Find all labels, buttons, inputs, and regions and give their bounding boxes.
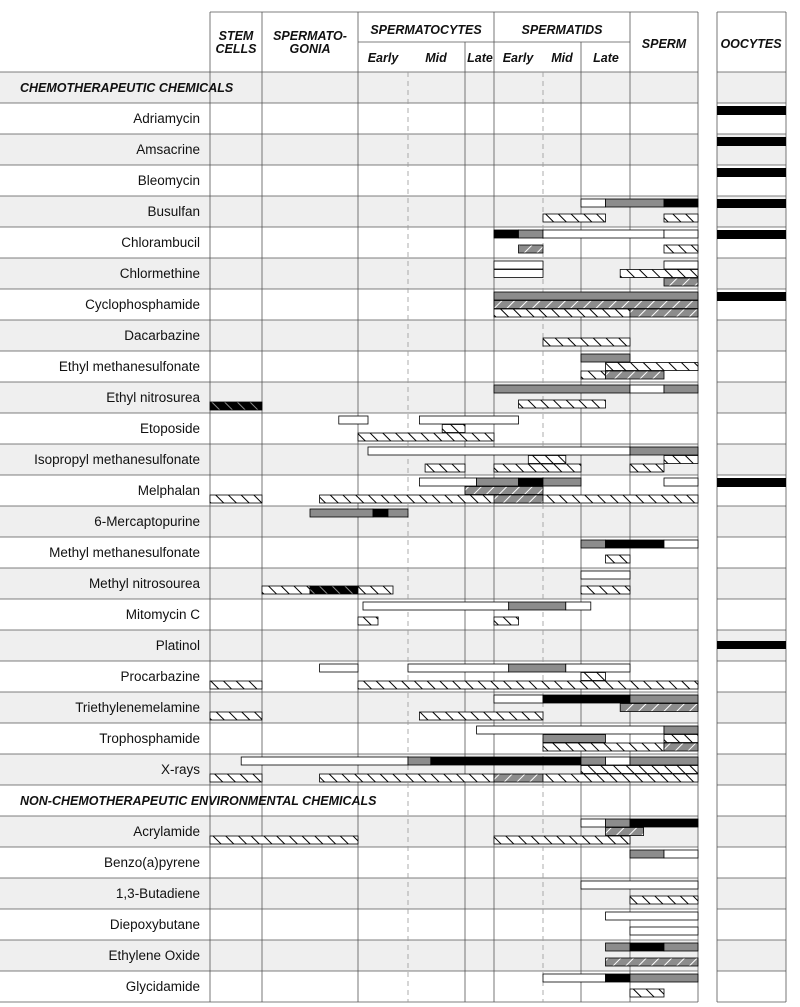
row-label: Ethyl nitrosurea xyxy=(106,390,200,405)
bar-white xyxy=(566,602,591,610)
bar-gray xyxy=(664,943,698,951)
bar-hatch xyxy=(630,989,664,997)
bar-hatch xyxy=(581,586,630,594)
bar-hatchgray xyxy=(664,278,698,286)
bar-hatch xyxy=(581,766,698,774)
bar-hatch xyxy=(210,495,262,503)
section-title: CHEMOTHERAPEUTIC CHEMICALS xyxy=(20,81,234,95)
oocyte-bar-black xyxy=(717,292,786,301)
bar-hatch xyxy=(358,586,393,594)
row-shade xyxy=(717,444,786,475)
row-shade xyxy=(717,72,786,103)
bar-hatch xyxy=(425,464,465,472)
bar-hatch xyxy=(519,400,606,408)
bar-white xyxy=(419,478,476,486)
bar-black xyxy=(373,509,388,517)
row-label: Chlormethine xyxy=(119,266,200,281)
oocyte-bar-black xyxy=(717,106,786,115)
bar-white xyxy=(494,261,543,269)
bar-gray xyxy=(630,974,698,982)
bar-white xyxy=(581,819,606,827)
bar-gray xyxy=(664,385,698,393)
bar-hatch xyxy=(664,735,698,743)
row-label: Mitomycin C xyxy=(125,607,200,622)
row-shade xyxy=(0,134,698,165)
bar-hatchgray xyxy=(606,371,665,379)
row-label: Melphalan xyxy=(137,483,200,498)
bar-hatch xyxy=(320,774,494,782)
bar-gray xyxy=(509,664,566,672)
row-shade xyxy=(717,382,786,413)
row-shade xyxy=(717,816,786,847)
row-shade xyxy=(717,506,786,537)
bar-gray xyxy=(581,540,606,548)
bar-hatchgray xyxy=(606,958,699,966)
bar-gray xyxy=(630,447,698,455)
row-label: X-rays xyxy=(160,762,200,777)
bar-white xyxy=(241,757,408,765)
bar-white xyxy=(494,695,543,703)
bar-white xyxy=(581,199,606,207)
row-label: Dacarbazine xyxy=(124,328,200,343)
bar-white xyxy=(543,974,606,982)
bar-gray xyxy=(509,602,566,610)
bar-hatch xyxy=(442,425,465,433)
oocyte-bar-black xyxy=(717,199,786,208)
bars xyxy=(210,106,786,997)
row-label: Trophosphamide xyxy=(99,731,200,746)
bar-white xyxy=(363,602,509,610)
row-shade xyxy=(717,568,786,599)
row-label: Chlorambucil xyxy=(121,235,200,250)
spermatocytes-header: SPERMATOCYTES xyxy=(370,23,482,37)
row-label: Glycidamide xyxy=(125,979,200,994)
bar-gray xyxy=(310,509,373,517)
bar-black xyxy=(431,757,581,765)
bar-hatchblack xyxy=(210,402,262,410)
row-shade xyxy=(717,320,786,351)
bar-hatchgray xyxy=(494,774,543,782)
row-label: Methyl methanesulfonate xyxy=(49,545,200,560)
bar-black xyxy=(606,974,631,982)
stage-subheader: Mid xyxy=(551,51,573,65)
bar-black xyxy=(630,819,698,827)
bar-white xyxy=(664,850,698,858)
bar-hatch xyxy=(581,673,606,681)
row-shade xyxy=(717,878,786,909)
bar-gray xyxy=(630,850,664,858)
sperm-header: SPERM xyxy=(641,37,687,51)
bar-hatch xyxy=(606,555,631,563)
bar-hatch xyxy=(210,774,262,782)
bar-black xyxy=(519,478,544,486)
oocyte-bar-black xyxy=(717,230,786,239)
row-shade xyxy=(717,258,786,289)
bar-hatch xyxy=(358,681,698,689)
row-label: Methyl nitrosourea xyxy=(88,576,200,591)
row-label: Cyclophosphamide xyxy=(85,297,200,312)
bar-black xyxy=(664,199,698,207)
row-label: Diepoxybutane xyxy=(109,917,200,932)
bar-black xyxy=(494,230,519,238)
stage-subheader: Late xyxy=(593,51,619,65)
row-label: 1,3-Butadiene xyxy=(115,886,200,901)
bar-hatch xyxy=(494,464,581,472)
bar-hatch xyxy=(664,214,698,222)
bar-white xyxy=(543,230,664,238)
bar-hatch xyxy=(664,456,698,464)
oocyte-bar-black xyxy=(717,478,786,487)
bar-hatch xyxy=(528,456,566,464)
bar-hatch xyxy=(494,836,630,844)
bar-hatchgray xyxy=(494,301,698,309)
bar-gray xyxy=(408,757,431,765)
stage-subheader: Mid xyxy=(425,51,447,65)
bar-black xyxy=(606,540,665,548)
row-shade xyxy=(0,258,698,289)
bar-white xyxy=(477,726,664,734)
oocyte-bar-black xyxy=(717,168,786,177)
spermatogonia-header: SPERMATO- xyxy=(273,29,347,43)
stage-subheader: Early xyxy=(502,51,534,65)
bar-hatchgray xyxy=(664,743,698,751)
bar-white xyxy=(320,664,358,672)
spermatids-header: SPERMATIDS xyxy=(521,23,603,37)
bar-white xyxy=(581,571,630,579)
bar-gray xyxy=(606,199,665,207)
bar-hatch xyxy=(262,586,310,594)
bar-white xyxy=(339,416,368,424)
bar-white xyxy=(566,664,630,672)
bar-white xyxy=(494,270,543,278)
bar-gray xyxy=(494,292,698,300)
row-label: Etoposide xyxy=(139,421,200,436)
row-label: 6-Mercaptopurine xyxy=(94,514,200,529)
stage-subheader: Early xyxy=(367,51,399,65)
bar-gray xyxy=(519,230,544,238)
bar-white xyxy=(408,664,509,672)
row-label: Platinol xyxy=(155,638,200,653)
bar-gray xyxy=(630,757,698,765)
bar-gray xyxy=(543,735,606,743)
bar-hatch xyxy=(543,338,630,346)
bar-hatch xyxy=(494,617,519,625)
oocytes-header: OOCYTES xyxy=(720,37,782,51)
stage-subheader: Late xyxy=(467,51,493,65)
bar-gray xyxy=(664,726,698,734)
row-label: Ethylene Oxide xyxy=(108,948,200,963)
bar-white xyxy=(664,540,698,548)
bar-white xyxy=(664,230,698,238)
bar-hatch xyxy=(581,371,606,379)
bar-white xyxy=(606,757,631,765)
bar-hatch xyxy=(358,433,494,441)
section-title: NON-CHEMOTHERAPEUTIC ENVIRONMENTAL CHEMICALS xyxy=(20,794,377,808)
row-label: Procarbazine xyxy=(120,669,200,684)
oocyte-bar-black xyxy=(717,641,786,649)
bar-gray xyxy=(494,385,630,393)
bar-white xyxy=(664,261,698,269)
bar-hatch xyxy=(630,896,698,904)
row-label: Triethylenemelamine xyxy=(75,700,200,715)
bar-hatchgray xyxy=(494,495,543,503)
bar-hatch xyxy=(543,743,664,751)
bar-hatchgray xyxy=(519,245,544,253)
row-label: Busulfan xyxy=(147,204,200,219)
bar-hatch xyxy=(543,774,698,782)
bar-gray xyxy=(606,819,631,827)
bar-hatch xyxy=(620,270,698,278)
bar-hatch xyxy=(630,464,664,472)
row-label: Bleomycin xyxy=(137,173,200,188)
bar-hatch xyxy=(606,363,699,371)
bar-hatch xyxy=(494,309,630,317)
row-label: Adriamycin xyxy=(133,111,200,126)
bar-black xyxy=(543,695,630,703)
bar-hatchblack xyxy=(310,586,358,594)
bar-hatch xyxy=(358,617,378,625)
bar-gray xyxy=(606,943,631,951)
bar-gray xyxy=(630,695,698,703)
bar-gray xyxy=(477,478,519,486)
bar-white xyxy=(664,478,698,486)
bar-hatchgray xyxy=(606,828,644,836)
spermatogonia-header: GONIA xyxy=(289,42,331,56)
bar-hatchgray xyxy=(465,487,543,495)
stem-cells-header: CELLS xyxy=(215,42,257,56)
bar-white xyxy=(368,447,630,455)
bar-hatch xyxy=(210,712,262,720)
bar-gray xyxy=(581,354,630,362)
bar-white xyxy=(606,912,699,920)
bar-white xyxy=(630,927,698,935)
bar-hatch xyxy=(210,836,358,844)
row-shade xyxy=(717,754,786,785)
row-label: Isopropyl methanesulfonate xyxy=(34,452,200,467)
bar-hatch xyxy=(664,245,698,253)
row-shade xyxy=(0,940,698,971)
bar-hatch xyxy=(543,214,606,222)
bar-gray xyxy=(543,478,581,486)
bar-hatch xyxy=(419,712,543,720)
bar-hatchgray xyxy=(630,309,698,317)
bar-gray xyxy=(388,509,408,517)
bar-white xyxy=(630,385,664,393)
bar-white xyxy=(581,881,698,889)
row-shade xyxy=(717,940,786,971)
row-label: Ethyl methanesulfonate xyxy=(58,359,200,374)
bar-hatchgray xyxy=(620,704,698,712)
bar-hatch xyxy=(210,681,262,689)
bar-white xyxy=(419,416,518,424)
stem-cells-header: STEM xyxy=(218,29,254,43)
row-shade xyxy=(717,692,786,723)
row-label: Amsacrine xyxy=(136,142,200,157)
row-label: Acrylamide xyxy=(133,824,200,839)
oocyte-bar-black xyxy=(717,137,786,146)
bar-black xyxy=(630,943,664,951)
row-shade xyxy=(0,630,698,661)
bar-gray xyxy=(581,757,606,765)
row-label: Benzo(a)pyrene xyxy=(103,855,200,870)
